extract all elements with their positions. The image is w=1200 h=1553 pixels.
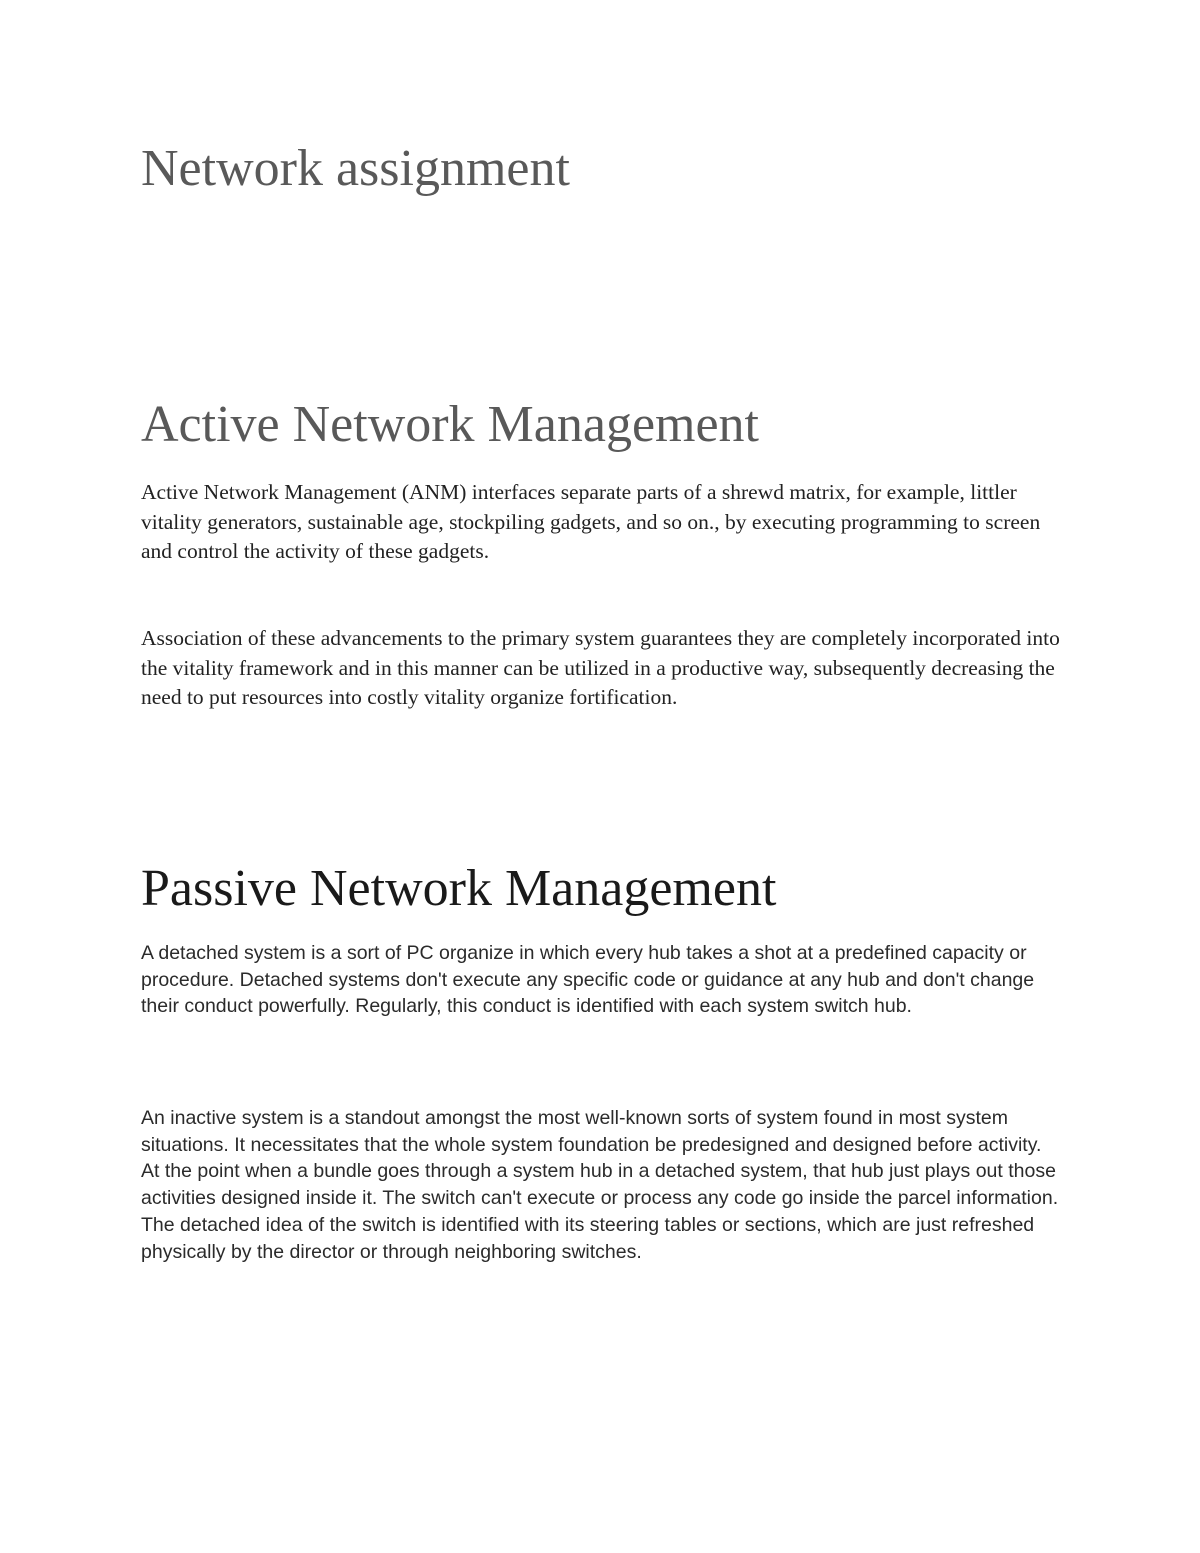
section-heading-active: Active Network Management — [141, 396, 760, 453]
document-title: Network assignment — [141, 140, 570, 197]
paragraph-passive-2: An inactive system is a standout amongst the most well-known sorts of system found in most system situations. It necessitates that the whole system foundation be predesigned and designed before activity. At the point when a bundle goes through a system hub in a detached system, that hub just plays out those activities designed inside it. The switch can't execute or process any code go inside the parcel information. The detached idea of the switch is identified with its steering tables or sections, which are just refreshed physically by the director or through neighboring switches. — [141, 1107, 1059, 1263]
section-heading-passive: Passive Network Management — [141, 860, 777, 917]
paragraph-active-1: Active Network Management (ANM) interfaces separate parts of a shrewd matrix, for example, littler vitality generators, sustainable age, stockpiling gadgets, and so on., by executing programming to screen and control the activity of these gadgets. — [141, 480, 1041, 563]
paragraph-active-2: Association of these advancements to the primary system guarantees they are completely incorporated into the vitality framework and in this manner can be utilized in a productive way, subsequently decreasing the need to put resources into costly vitality organize fortification. — [141, 626, 1060, 709]
paragraph-passive-1: A detached system is a sort of PC organize in which every hub takes a shot at a predefined capacity or procedure. Detached systems don't execute any specific code or guidance at any hub and don't change their conduct powerfully. Regularly, this conduct is identified with each system switch hub. — [141, 942, 1035, 1018]
